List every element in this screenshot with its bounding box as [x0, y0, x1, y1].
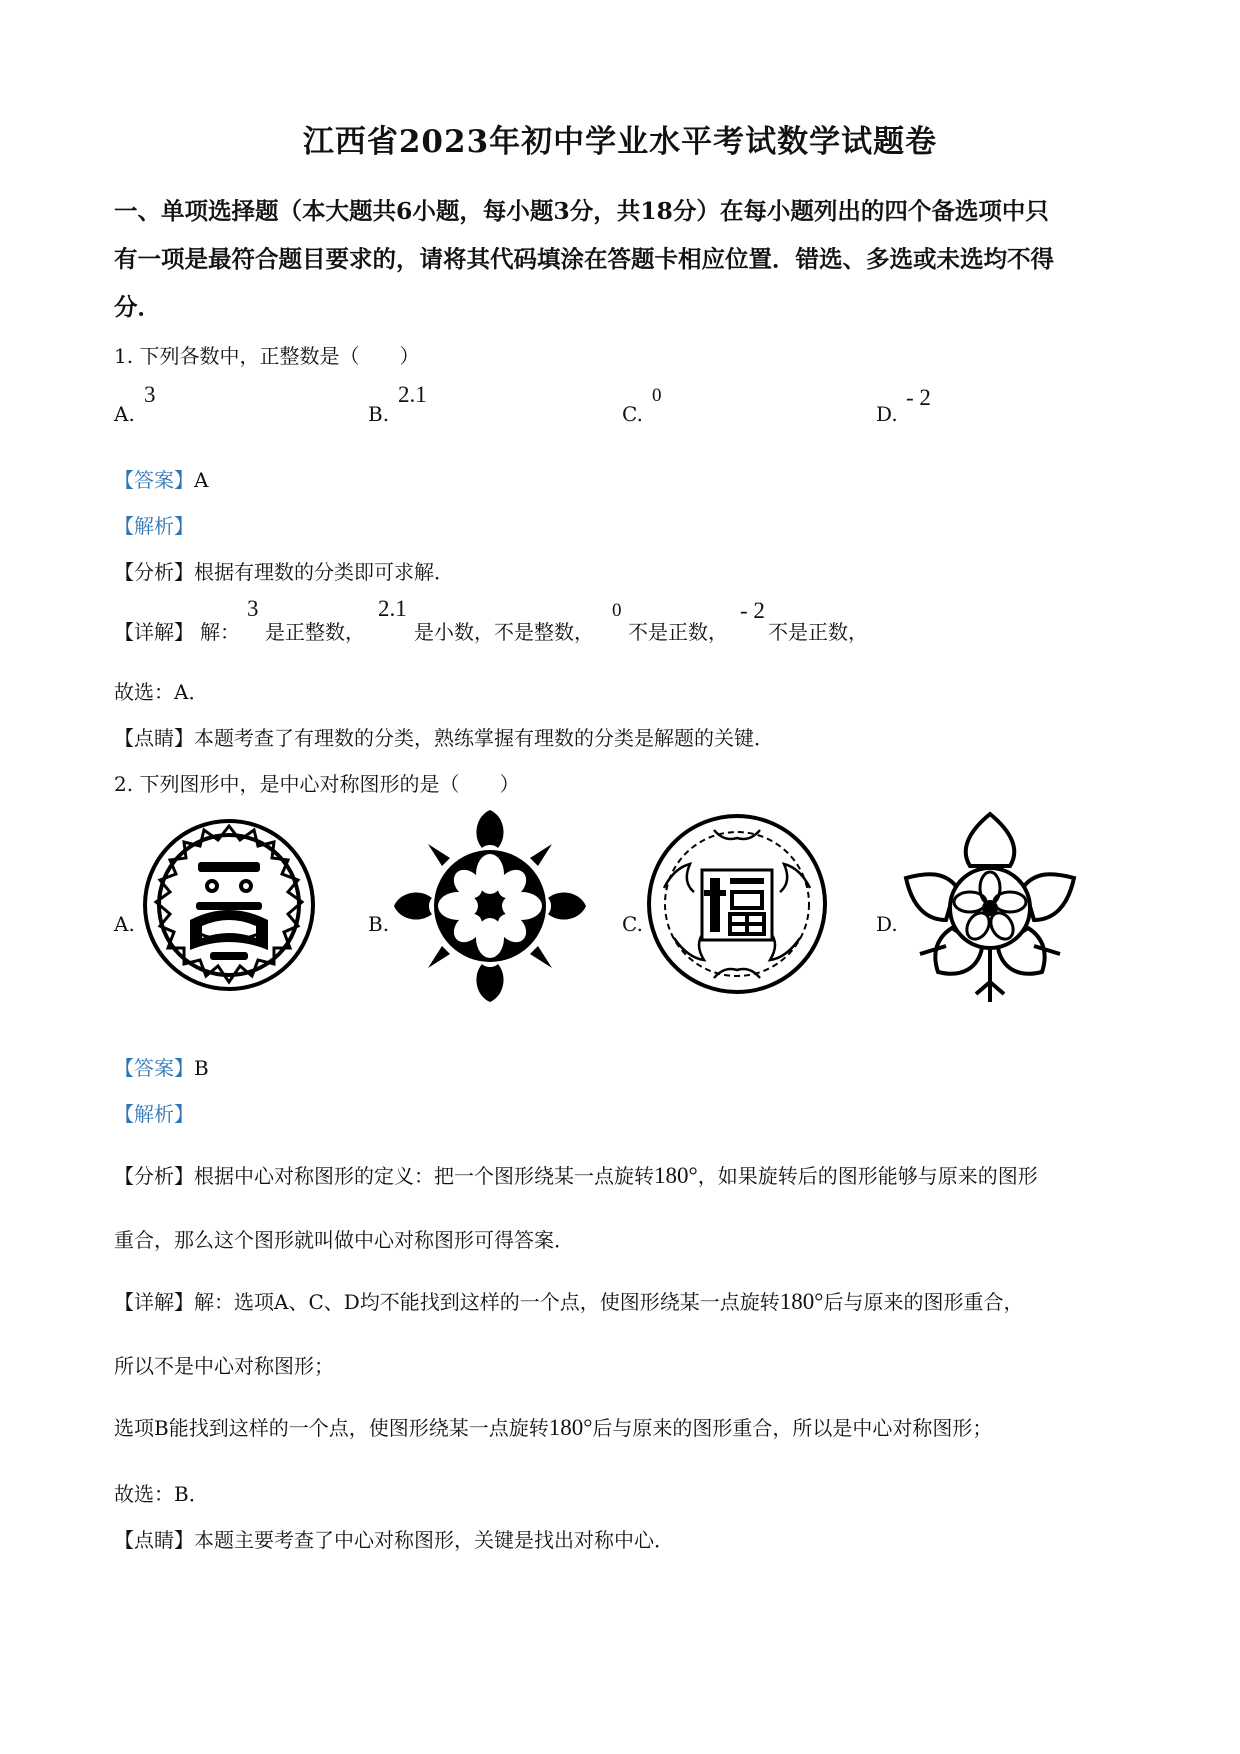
q2-fenxi-line-2: 重合，那么这个图形就叫做中心对称图形可得答案．: [114, 1228, 574, 1252]
q2-fenxi-degree: 180°: [654, 1163, 698, 1188]
q2-figure-b: [392, 808, 588, 1004]
q1-option-a-value: 3: [144, 382, 156, 407]
q2-xiangjie-line-2: 所以不是中心对称图形；: [114, 1354, 334, 1378]
q2-figure-d: [898, 810, 1082, 1006]
q1-dianjing: 本题考查了有理数的分类，熟练掌握有理数的分类是解题的关键．: [194, 726, 774, 750]
q1-choice: 故选：A．: [114, 680, 209, 704]
q1-option-d-letter: D.: [876, 402, 898, 426]
q2-xiangjie-tag: 【详解】: [114, 1290, 194, 1314]
q1-detail-value-4: - 2: [740, 598, 765, 623]
q1-detail-text-2: 是小数，不是整数，: [414, 620, 594, 644]
q2-xiangjie-degree: 180°: [779, 1289, 824, 1314]
section-heading-line-3: 分．: [114, 293, 161, 321]
q1-stem: 1. 下列各数中，正整数是（ ）: [114, 344, 420, 368]
q2-answer-tag: 【答案】: [114, 1056, 194, 1080]
q2-figure-c: [644, 808, 830, 1000]
q2-option-b-explain-b: 后与原来的图形重合，所以是中心对称图形；: [592, 1416, 993, 1440]
q1-option-d-value: - 2: [906, 385, 931, 410]
q1-detail-text-1: 是正整数，: [265, 620, 365, 644]
q1-option-a-letter: A.: [114, 402, 135, 426]
q1-option-b-letter: B.: [368, 402, 390, 426]
q1-answer-tag: 【答案】: [114, 468, 194, 492]
q2-option-c-letter: C.: [622, 912, 643, 936]
q2-dianjing-tag: 【点睛】: [114, 1528, 194, 1552]
q1-detail-value-3: 0: [612, 600, 622, 621]
q1-detail-value-1: 3: [247, 596, 259, 621]
q2-analysis-tag: 【解析】: [114, 1102, 194, 1126]
q1-xiangjie-tag: 【详解】: [114, 620, 194, 644]
q2-xiangjie-a: 解：选项A、C、D均不能找到这样的一个点，使图形绕某一点旋转: [194, 1290, 780, 1314]
q1-option-c-value: 0: [652, 385, 662, 406]
q1-xiangjie-prefix: 解：: [200, 620, 240, 644]
q2-option-b-explain-a: 选项B能找到这样的一个点，使图形绕某一点旋转: [114, 1416, 549, 1440]
q1-detail-text-4: 不是正数，: [768, 620, 868, 644]
q1-fenxi-tag: 【分析】: [114, 560, 194, 584]
q1-analysis-tag: 【解析】: [114, 514, 194, 538]
q1-fenxi: 根据有理数的分类即可求解．: [194, 560, 454, 584]
q2-fenxi-a: 根据中心对称图形的定义：把一个图形绕某一点旋转: [194, 1164, 654, 1188]
q2-figure-a: [140, 810, 318, 1000]
section-heading-line-2: 有一项是最符合题目要求的，请将其代码填涂在答题卡相应位置．错选、多选或未选均不得: [114, 245, 1054, 273]
q1-option-b-value: 2.1: [398, 382, 427, 407]
q1-detail-value-2: 2.1: [378, 596, 407, 621]
q2-option-b-degree: 180°: [548, 1415, 593, 1440]
q2-fenxi-tag: 【分析】: [114, 1164, 194, 1188]
q2-xiangjie-b: 后与原来的图形重合，: [823, 1290, 1024, 1314]
q2-option-b-letter: B.: [368, 912, 390, 936]
q2-answer: B: [194, 1056, 209, 1080]
q2-option-a-letter: A.: [114, 912, 135, 936]
section-heading-line-1: 一、单项选择题（本大题共6小题，每小题3分，共18分）在每小题列出的四个备选项中只: [114, 197, 1049, 225]
q2-option-d-letter: D.: [876, 912, 898, 936]
q2-choice: 故选：B．: [114, 1482, 209, 1506]
q2-fenxi-b: ，如果旋转后的图形能够与原来的图形: [697, 1164, 1038, 1188]
q1-detail-text-3: 不是正数，: [628, 620, 728, 644]
page-title: 江西省2023年初中学业水平考试数学试题卷: [302, 124, 938, 160]
q2-stem: 2. 下列图形中，是中心对称图形的是（ ）: [114, 772, 520, 796]
q1-option-c-letter: C.: [622, 402, 643, 426]
q1-dianjing-tag: 【点睛】: [114, 726, 194, 750]
q2-dianjing: 本题主要考查了中心对称图形，关键是找出对称中心．: [194, 1528, 674, 1552]
q1-answer: A: [194, 468, 209, 492]
